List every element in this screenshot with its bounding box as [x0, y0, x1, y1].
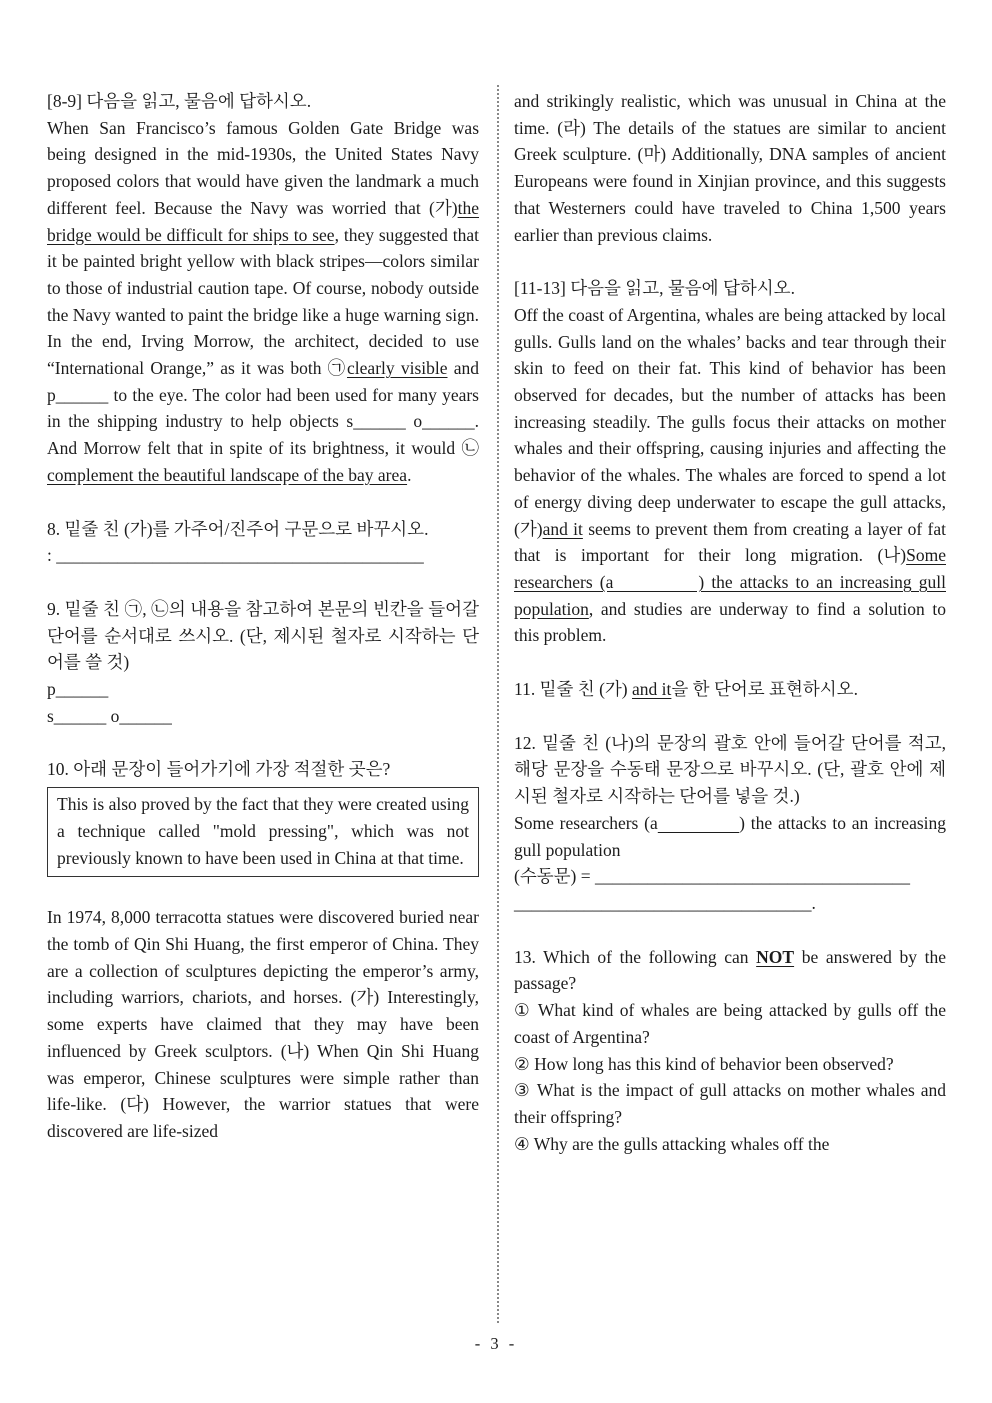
- underlined-phrase-and-it: and it: [542, 518, 583, 539]
- question-8-answer-line: : __________________________________________: [47, 545, 424, 566]
- section-header-11-13: [11-13] 다음을 읽고, 물음에 답하시오.: [514, 278, 795, 299]
- passage-whales: [514, 302, 946, 649]
- question-12-passive-line-2: __________________________________.: [514, 892, 816, 913]
- underlined-and-it: and it: [632, 679, 672, 700]
- question-9-blank-s-o: s______ o______: [47, 705, 172, 726]
- passage-text: seems to prevent them from creating a layer of fat that is important for their long migration. (나): [514, 518, 946, 566]
- underlined-phrase-circle2: complement the beautiful landscape of the bay area: [47, 464, 408, 485]
- q13-option: ① What kind of whales are being attacked by gulls off the coast of Argentina?: [514, 1000, 946, 1047]
- underlined-phrase-some-researchers: Some researchers (a ) the attacks to an increasing gull population: [514, 545, 946, 619]
- question-12-sentence: [514, 810, 946, 863]
- section-header-8-9: [8-9] 다음을 읽고, 물음에 답하시오.: [47, 91, 312, 111]
- question-10-label: 10. 아래 문장이 들어가기에 가장 적절한 곳은?: [47, 759, 391, 780]
- insert-sentence-text: This is also proved by the fact that they were created using a technique called "mold pressing", which was not previously known to have been used in China at that time.: [57, 794, 469, 868]
- passage-text: , and studies are underway to find a solution to this problem.: [514, 598, 946, 646]
- question-text: 13. Which of the following can: [514, 946, 757, 967]
- q13-option: ③ What is the impact of gull attacks on mother whales and their offspring?: [514, 1080, 946, 1127]
- question-8-label: 8. 밑줄 친 (가)를 가주어/진주어 구문으로 바꾸시오.: [47, 518, 429, 539]
- question-10-insert-sentence-box: [47, 787, 479, 877]
- question-text: be answered by the passage?: [514, 946, 946, 994]
- sentence-text: Some researchers (a: [514, 812, 658, 833]
- passage-text: Off the coast of Argentina, whales are being attacked by local gulls. Gulls land on the whales’ backs and tear through their skin to feed on their fat. This kind of behavior has been observed for decades, but the number of attacks has been increasing steadily. The gulls focus their attacks on mother whales and their offspring, causing injuries and affecting the behavior of the whales. The whales are forced to spend a lot of energy diving deep underwater to escape the gull attacks, (가): [514, 304, 946, 539]
- underlined-phrase-ga: the bridge would be difficult for ships to see: [47, 197, 479, 245]
- passage-text: When San Francisco’s famous Golden Gate Bridge was being designed in the mid-1930s, the United States Navy proposed colors that would have given the landmark a much different feel. Because the Navy was worried that (가): [47, 117, 479, 218]
- page-number: - 3 -: [474, 1334, 518, 1353]
- sentence-text: ) the attacks to an increasing gull population: [514, 812, 947, 860]
- right-column: [514, 88, 946, 1157]
- passage-text: .: [407, 464, 412, 485]
- question-12-label: 12. 밑줄 친 (나)의 문장의 괄호 안에 들어갈 단어를 적고, 해당 문장을 수동태 문장으로 바꾸시오. (단, 괄호 안에 제시된 철자로 시작하는 단어를 넣을 것.): [514, 732, 946, 807]
- question-9-blank-p: p______: [47, 679, 109, 700]
- q13-option: ④ Why are the gulls attacking whales off the: [514, 1133, 830, 1154]
- answer-blank: [658, 813, 739, 833]
- not-emphasis: NOT: [756, 946, 795, 967]
- question-13-label: [514, 944, 946, 997]
- left-column: [47, 88, 479, 1145]
- question-text: 11. 밑줄 친 (가): [514, 679, 633, 700]
- question-9-label: 9. 밑줄 친 ㉠, ㉡의 내용을 참고하여 본문의 빈칸을 들어갈 단어를 순서대로 쓰시오. (단, 제시된 철자로 시작하는 단어를 쓸 것): [47, 598, 479, 673]
- passage-terracotta: In 1974, 8,000 terracotta statues were discovered buried near the tomb of Qin Shi Huang, the first emperor of China. They are a collection of sculptures depicting the emperor’s army, including warriors, chariots, and horses. (가) Interestingly, some experts have claimed that they may have been influenced by Greek sculptors. (나) When Qin Shi Huang was emperor, Chinese sculptures were simple rather than life-like. (다) However, the warrior statues that were discovered are life-sized: [47, 907, 479, 1141]
- passage-terracotta-continued: and strikingly realistic, which was unusual in China at the time. (라) The details of the statues are similar to ancient Greek sculpture. (마) Additionally, DNA samples of ancient Europeans were found in Xinjian province, and this suggests that Westerners could have traveled to China 1,500 years earlier than previous claims.: [514, 91, 946, 245]
- underlined-phrase-circle1: clearly visible: [347, 358, 448, 379]
- column-divider: [497, 85, 499, 1323]
- passage-text: and p______ to the eye. The color had been used for many years in the shipping industry to help objects s______ o______. And Morrow felt that in spite of its brightness, it would ㉡: [47, 358, 479, 459]
- passage-golden-gate: [47, 115, 479, 489]
- q13-option: ② How long has this kind of behavior been observed?: [514, 1053, 894, 1074]
- passage-text: , they suggested that it be painted bright yellow with black stripes—colors similar to those of industrial caution tape. Of course, nobody outside the Navy wanted to paint the bridge like a huge warning sign. In the end, Irving Morrow, the architect, decided to use “International Orange,” as it was both ㉠: [47, 224, 479, 379]
- question-text: 을 한 단어로 표현하시오.: [671, 679, 858, 700]
- question-12-passive-line-1: (수동문) = ____________________________________: [514, 866, 910, 887]
- question-11-label: [514, 676, 946, 703]
